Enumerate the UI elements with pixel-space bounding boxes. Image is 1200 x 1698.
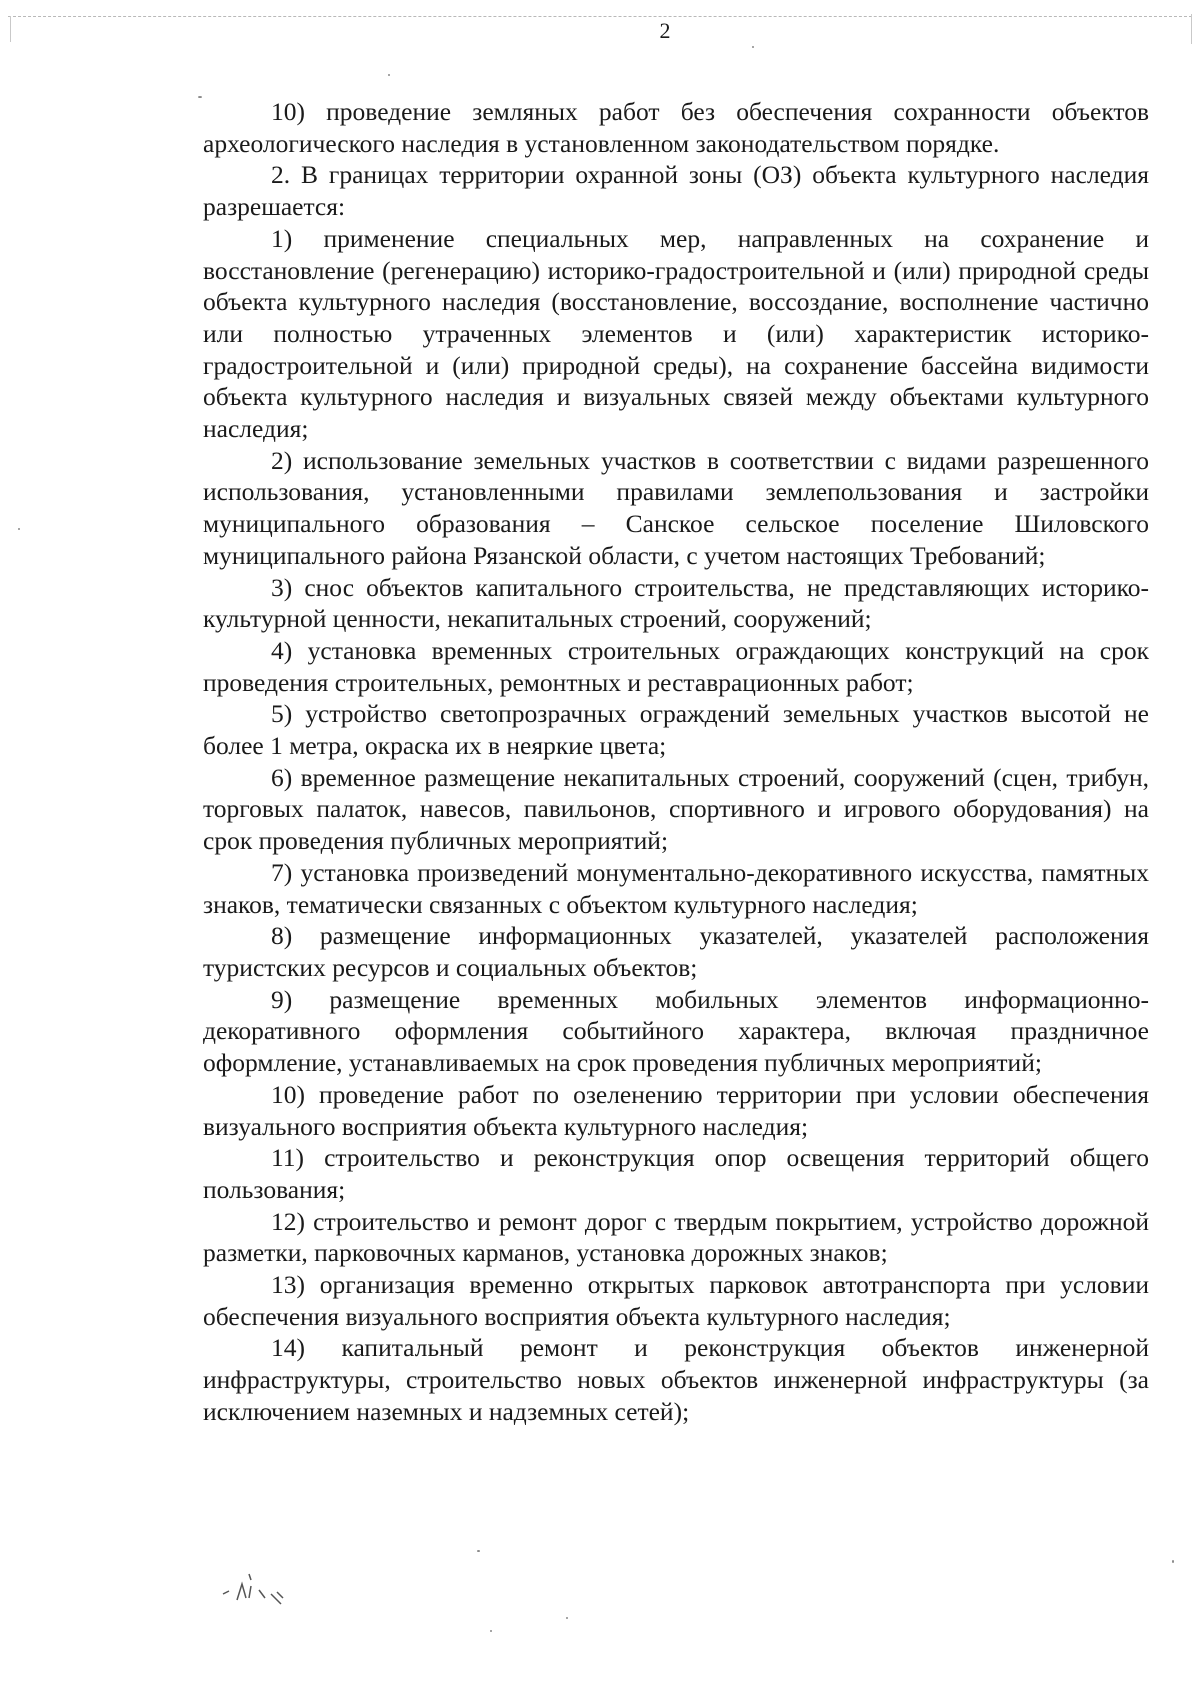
scan-speck — [18, 528, 20, 530]
scan-edge-line — [8, 16, 1192, 17]
paragraph-item-3: 3) снос объектов капитального строительства, не представляющих историко-культурной ценности, некапитальных строений, сооружений; — [203, 572, 1149, 634]
scan-speck — [198, 96, 202, 98]
scan-speck — [566, 1617, 568, 1619]
paragraph-item-13: 13) организация временно открытых парковок автотранспорта при условии обеспечения визуального восприятия объекта культурного наследия; — [203, 1270, 1149, 1331]
paragraph-item-10-earthworks: 10) проведение земляных работ без обеспечения сохранности объектов археологического наследия в установленном законодательством порядке. — [203, 97, 1149, 158]
paragraph-item-2: 2) использование земельных участков в соответствии с видами разрешенного использования, установленными правилами землепользования и застройки муниципального образования – Санское сельское поселение Шиловского муниципального района Рязанской области, с учетом настоящих Требований; — [203, 445, 1149, 570]
paragraph-item-9: 9) размещение временных мобильных элементов информационно-декоративного оформления событийного характера, включая праздничное оформление, устанавливаемых на срок проведения публичных мероприятий; — [203, 984, 1149, 1078]
paragraph-item-5: 5) устройство светопрозрачных ограждений земельных участков высотой не более 1 метра, окраска их в неяркие цвета; — [203, 699, 1149, 761]
scan-speck — [477, 1550, 480, 1552]
page-number: 2 — [659, 18, 671, 43]
document-body — [203, 96, 1149, 1428]
scan-speck — [490, 1630, 492, 1632]
paragraph-item-7: 7) установка произведений монументально-декоративного искусства, памятных знаков, тематически связанных с объектом культурного наследия; — [203, 857, 1149, 919]
paragraph-item-4: 4) установка временных строительных ограждающих конструкций на срок проведения строительных, ремонтных и реставрационных работ; — [203, 635, 1149, 697]
paragraph-section-2-heading: 2. В границах территории охранной зоны (ОЗ) объекта культурного наследия разрешается: — [203, 160, 1149, 222]
paragraph-item-14: 14) капитальный ремонт и реконструкция объектов инженерной инфраструктуры, строительство новых объектов инженерной инфраструктуры (за исключением наземных и надземных сетей); — [203, 1333, 1149, 1426]
paragraph-item-12: 12) строительство и ремонт дорог с твердым покрытием, устройство дорожной разметки, парковочных карманов, установка дорожных знаков; — [203, 1206, 1149, 1268]
paragraph-item-1: 1) применение специальных мер, направленных на сохранение и восстановление (регенерацию) историко-градостроительной и (или) природной среды объекта культурного наследия (восстановление, воссоздание, восполнение частично или полностью утраченных элементов и (или) характеристик историко-градостроительной и (или) природной среды), на сохранение бассейна видимости объекта культурного наследия и визуальных связей между объектами культурного наследия; — [203, 223, 1149, 444]
paragraph-item-11: 11) строительство и реконструкция опор освещения территорий общего пользования; — [203, 1143, 1149, 1204]
paragraph-item-6: 6) временное размещение некапитальных строений, сооружений (сцен, трибун, торговых палаток, навесов, павильонов, спортивного и игрового оборудования) на срок проведения публичных мероприятий; — [203, 762, 1149, 856]
scan-speck — [388, 74, 390, 76]
scan-speck — [752, 46, 754, 48]
scan-speck — [1172, 1560, 1174, 1563]
paragraph-item-8: 8) размещение информационных указателей, указателей расположения туристских ресурсов и социальных объектов; — [203, 921, 1149, 982]
paragraph-item-10: 10) проведение работ по озеленению территории при условии обеспечения визуального восприятия объекта культурного наследия; — [203, 1079, 1149, 1141]
scan-mark-scribble — [215, 1560, 315, 1610]
